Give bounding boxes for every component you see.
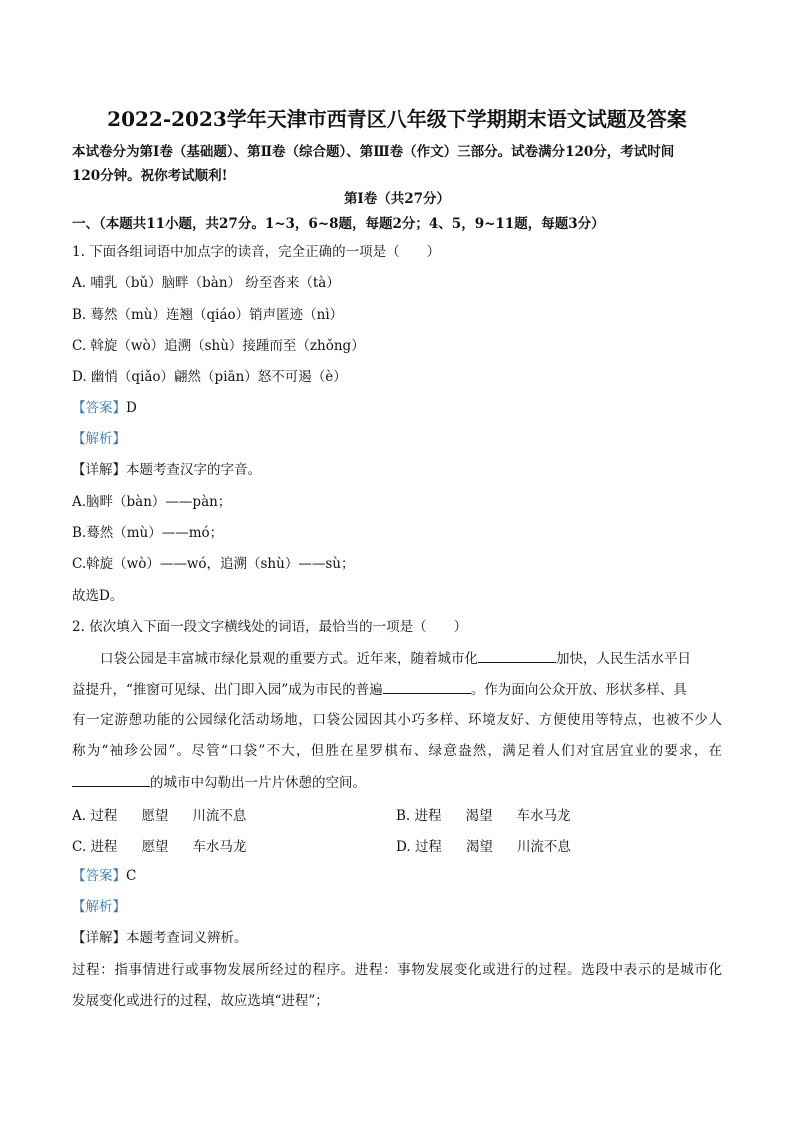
option-word: 过程 xyxy=(414,839,442,855)
passage-text: 加快，人民生活水平日 xyxy=(556,651,691,667)
option-letter: D. xyxy=(396,839,411,855)
q1-option-c: C. 斡旋（wò）追溯（shù）接踵而至（zhǒng） xyxy=(72,338,365,354)
q2-explain-2: 发展变化或进行的过程，故应选填“进程”； xyxy=(72,993,329,1009)
detail-label: 【详解】 xyxy=(72,462,126,478)
q1-answer xyxy=(72,399,137,417)
answer-label: 【答案】 xyxy=(72,868,126,884)
q2-answer xyxy=(72,867,136,885)
q1-explain-3: C.斡旋（wò）——wó，追溯（shù）——sù； xyxy=(72,556,355,572)
q1-option-b: B. 蓦然（mù）连翘（qiáo）销声匿迹（nì） xyxy=(72,307,344,323)
passage-text: 口袋公园是丰富城市绿化景观的重要方式。近年来，随着城市化 xyxy=(100,651,478,667)
passage-line-4: 称为“袖珍公园”。尽管“口袋”不大，但胜在星罗棋布、绿意盎然，满足着人们对宜居宜业的要求，在 xyxy=(72,743,722,759)
passage-text: 。作为面向公众开放、形状多样、具 xyxy=(470,682,687,698)
option-word: 进程 xyxy=(414,808,442,824)
q1-stem: 1. 下面各组词语中加点字的读音，完全正确的一项是（ ） xyxy=(72,244,441,260)
q2-option-d xyxy=(396,835,571,855)
passage-line-1 xyxy=(100,649,691,668)
q1-explain-4: 故选D。 xyxy=(72,588,124,604)
q1-option-a: A. 哺乳（bǔ）脑畔（bàn） 纷至沓来（tà） xyxy=(72,275,340,291)
q2-detail xyxy=(72,929,248,947)
passage-line-5 xyxy=(72,773,366,792)
detail-text: 本题考查词义辨析。 xyxy=(126,930,248,946)
option-word: 川流不息 xyxy=(516,839,571,855)
option-word: 过程 xyxy=(90,808,118,824)
q1-option-d: D. 幽悄（qiǎo）翩然（piān）怒不可遏（è） xyxy=(72,369,347,385)
q1-detail xyxy=(72,461,261,479)
fill-blank-2 xyxy=(383,680,471,694)
option-word: 进程 xyxy=(90,839,118,855)
q2-option-c xyxy=(72,835,246,855)
q2-explain-1: 过程：指事情进行或事物发展所经过的程序。进程：事物发展变化或进行的过程。选段中表示的是城市化 xyxy=(72,962,722,978)
option-letter: A. xyxy=(72,808,87,824)
passage-text: 益提升，“推窗可见绿、出门即入园”成为市民的普遍 xyxy=(72,682,383,698)
part-heading: 一、（本题共11小题，共27分。1~3，6~8题，每题2分；4、5，9~11题，每题3分） xyxy=(72,216,605,232)
option-word: 川流不息 xyxy=(192,808,247,824)
fill-blank-1 xyxy=(478,649,556,663)
option-word: 车水马龙 xyxy=(516,808,571,824)
q2-option-a xyxy=(72,804,246,824)
option-word: 渴望 xyxy=(465,808,493,824)
intro-line-1: 本试卷分为第Ⅰ卷（基础题）、第Ⅱ卷（综合题）、第Ⅲ卷（作文）三部分。试卷满分120分，考试时间 xyxy=(72,144,675,160)
fill-blank-3 xyxy=(72,773,150,787)
passage-line-2 xyxy=(72,680,687,699)
option-word: 愿望 xyxy=(141,808,169,824)
q1-analysis-label: 【解析】 xyxy=(72,431,126,447)
q1-explain-2: B.蓦然（mù）——mó； xyxy=(72,525,224,541)
option-word: 渴望 xyxy=(465,839,493,855)
answer-value: C xyxy=(126,868,137,884)
q2-analysis-label: 【解析】 xyxy=(72,899,126,915)
option-letter: B. xyxy=(396,808,411,824)
q2-option-b xyxy=(396,804,571,824)
passage-line-3: 有一定游憩功能的公园绿化活动场地，口袋公园因其小巧多样、环境友好、方便使用等特点，也被不少人 xyxy=(72,712,722,728)
option-letter: C. xyxy=(72,839,87,855)
passage-text: 的城市中勾勒出一片片休憩的空间。 xyxy=(150,775,366,791)
detail-label: 【详解】 xyxy=(72,930,126,946)
detail-text: 本题考查汉字的字音。 xyxy=(126,462,261,478)
answer-value: D xyxy=(126,400,137,416)
q2-stem: 2. 依次填入下面一段文字横线处的词语，最恰当的一项是（ ） xyxy=(72,619,468,635)
intro-line-2: 120分钟。祝你考试顺利! xyxy=(72,168,228,184)
document-title: 2022-2023学年天津市西青区八年级下学期期末语文试题及答案 xyxy=(107,107,687,131)
answer-label: 【答案】 xyxy=(72,400,126,416)
option-word: 愿望 xyxy=(141,839,169,855)
option-word: 车水马龙 xyxy=(192,839,247,855)
q1-explain-1: A.脑畔（bàn）——pàn； xyxy=(72,494,232,510)
section-title: 第Ⅰ卷（共27分） xyxy=(343,191,451,207)
